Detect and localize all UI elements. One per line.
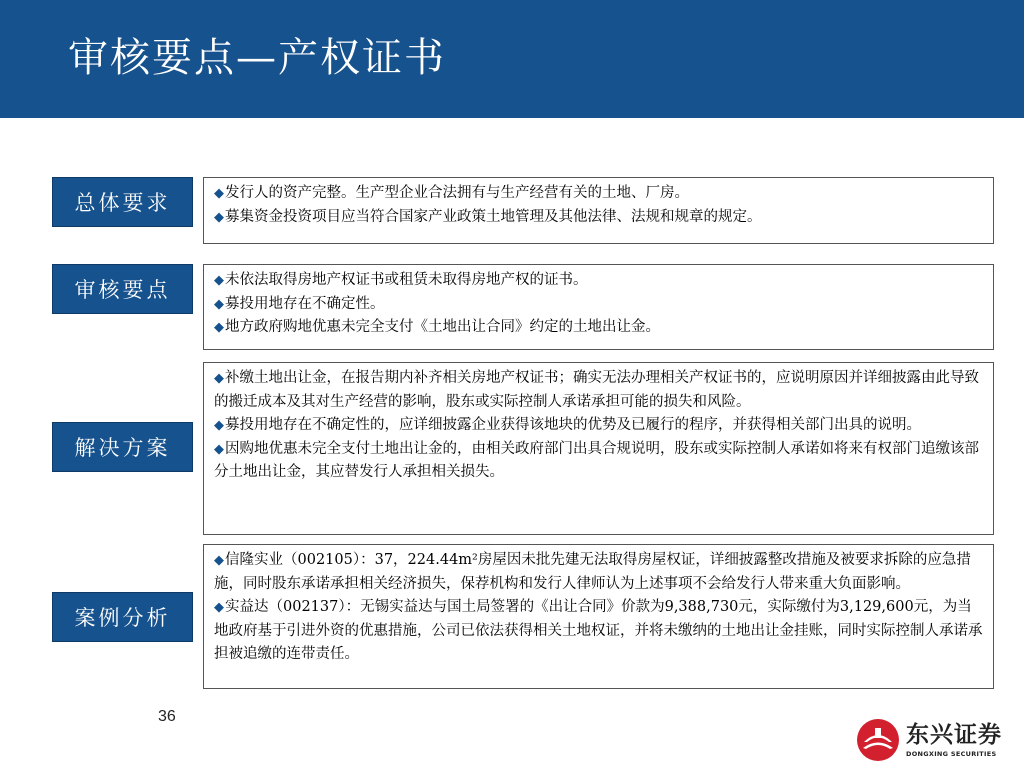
diamond-bullet-icon: ◆ — [214, 371, 224, 386]
logo-name-cn: 东兴证券 — [906, 722, 1002, 748]
diamond-bullet-icon: ◆ — [214, 296, 224, 312]
section-label: 案例分析 — [52, 592, 193, 642]
diamond-bullet-icon: ◆ — [214, 418, 224, 433]
title-bar — [0, 0, 1024, 118]
bullet-item: ◆募集资金投资项目应当符合国家产业政策土地管理及其他法律、法规和规章的规定。 — [214, 208, 762, 225]
dongxing-logo-icon — [856, 718, 900, 762]
diamond-bullet-icon: ◆ — [214, 209, 224, 225]
bullet-item: ◆补缴土地出让金，在报告期内补齐相关房地产权证书；确实无法办理相关产权证书的，应说明原因并详细披露由此导致的搬迁成本及其对生产经营的影响，股东或实际控制人承诺承担可能的损失和风险。 — [214, 370, 979, 410]
section-content — [203, 177, 994, 244]
page-number: 36 — [158, 708, 176, 725]
diamond-bullet-icon: ◆ — [214, 186, 224, 201]
section-label: 总体要求 — [52, 177, 193, 227]
diamond-bullet-icon: ◆ — [214, 600, 224, 615]
company-logo — [856, 716, 1024, 768]
diamond-bullet-icon: ◆ — [214, 441, 224, 457]
diamond-bullet-icon: ◆ — [214, 553, 224, 568]
section-content — [203, 264, 994, 350]
section-label: 解决方案 — [52, 422, 193, 472]
section-content — [203, 544, 994, 689]
bullet-item: ◆募投用地存在不确定性。 — [214, 295, 385, 312]
bullet-item: ◆实益达（002137）：无锡实益达与国土局签署的《出让合同》价款为9,388,730元，实际缴付为3,129,600元，为当地政府基于引进外资的优惠措施，公司已依法获得相关土地权证，并将未缴纳的土地出让金挂账，同时实际控制人承诺承担被追缴的连带责任。 — [214, 599, 983, 662]
diamond-bullet-icon: ◆ — [214, 320, 224, 335]
diamond-bullet-icon: ◆ — [214, 273, 224, 288]
bullet-item: ◆发行人的资产完整。生产型企业合法拥有与生产经营有关的土地、厂房。 — [214, 185, 689, 201]
bullet-item: ◆地方政府购地优惠未完全支付《土地出让合同》约定的土地出让金。 — [214, 319, 660, 335]
bullet-item: ◆募投用地存在不确定性的，应详细披露企业获得该地块的优势及已履行的程序，并获得相关部门出具的说明。 — [214, 417, 921, 433]
page-title: 审核要点—产权证书 — [68, 35, 446, 81]
bullet-item: ◆因购地优惠未完全支付土地出让金的，由相关政府部门出具合规说明，股东或实际控制人承诺如将来有权部门追缴该部分土地出让金，其应替发行人承担相关损失。 — [214, 440, 979, 480]
bullet-item: ◆信隆实业（002105）：37，224.44m²房屋因未批先建无法取得房屋权证，详细披露整改措施及被要求拆除的应急措施，同时股东承诺承担相关经济损失，保荐机构和发行人律师认为上述事项不会给发行人带来重大负面影响。 — [214, 552, 971, 592]
bullet-item: ◆未依法取得房地产权证书或租赁未取得房地产权的证书。 — [214, 272, 588, 288]
section-content — [203, 362, 994, 535]
logo-name-en: DONGXING SECURITIES — [906, 750, 997, 758]
section-label: 审核要点 — [52, 264, 193, 314]
